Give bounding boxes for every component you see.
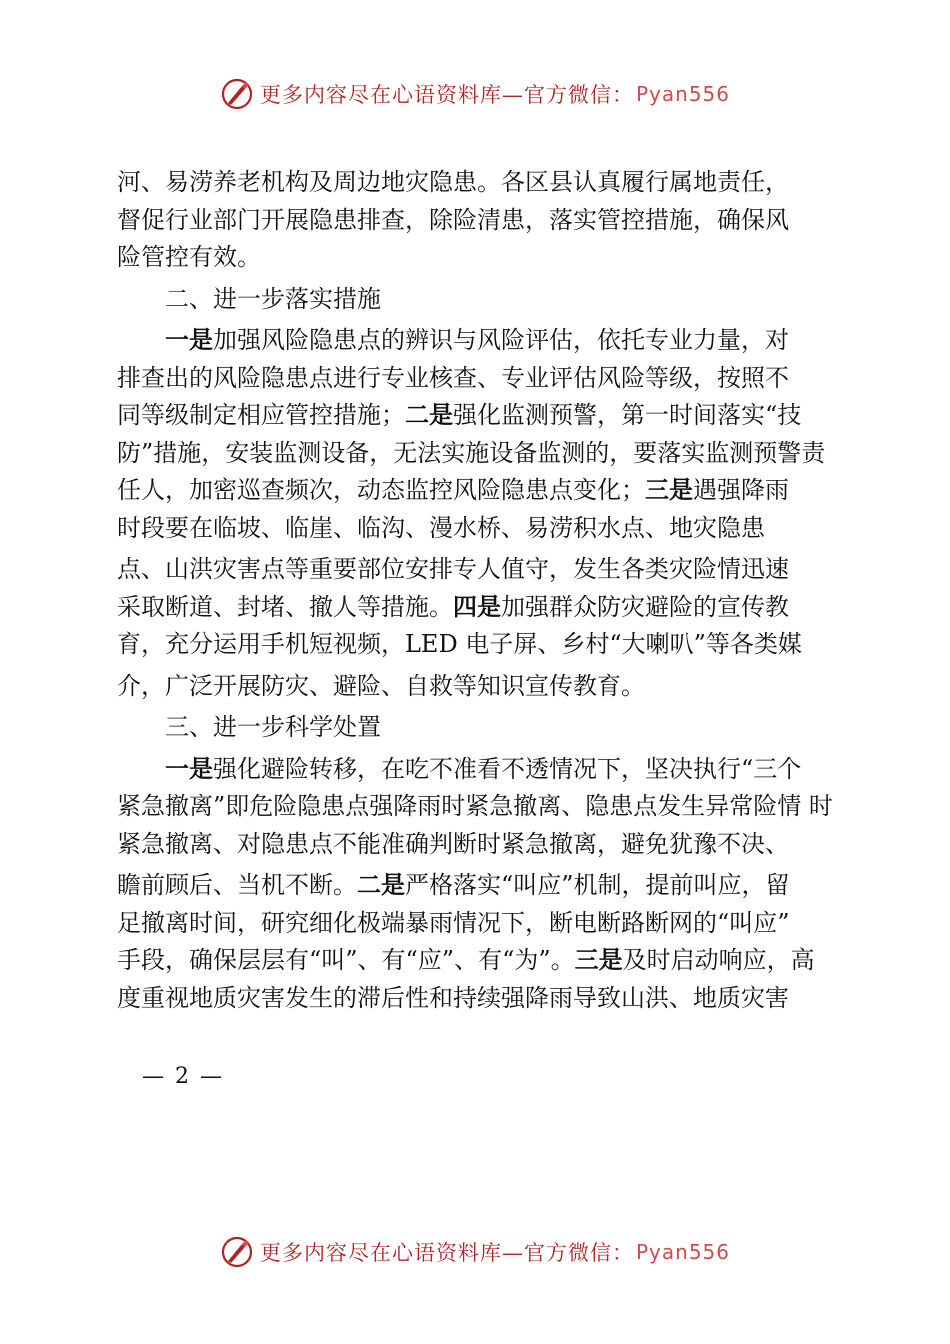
line-text: 加强群众防灾避险的宣传教 xyxy=(501,592,789,621)
section-heading xyxy=(117,709,833,747)
text-line xyxy=(117,322,833,360)
page-number: — 2 — xyxy=(142,1064,224,1089)
line-text: 河、易涝养老机构及周边地灾隐患。各区县认真履行属地责任， xyxy=(117,168,789,196)
footer-banner xyxy=(0,1232,950,1272)
line-text: 遇强降雨 xyxy=(693,476,789,504)
text-line xyxy=(117,239,833,277)
line-text: 紧急撤离”即危险隐患点强降雨时紧急撤离、隐患点发生异常险情 时 xyxy=(117,792,833,820)
line-text: 度重视地质灾害发生的滞后性和持续强降雨导致山洪、地质灾害 xyxy=(117,983,789,1012)
text-line xyxy=(117,826,833,864)
text-line xyxy=(117,360,833,398)
line-text: 介，广泛开展防灾、避险、自救等知识宣传教育。 xyxy=(117,671,645,700)
text-line xyxy=(117,668,833,706)
line-text: 强化监测预警，第一时间落实“技 xyxy=(453,401,802,429)
line-text: 严格落实“叫应”机制，提前叫应，留 xyxy=(405,871,790,899)
text-line xyxy=(117,510,833,548)
section-heading xyxy=(117,281,833,319)
text-line xyxy=(117,164,833,202)
lead-term: 三是 xyxy=(645,476,693,504)
lead-term: 二是 xyxy=(357,871,405,899)
pen-logo-icon xyxy=(220,77,254,111)
line-text: 同等级制定相应管控措施； xyxy=(117,401,405,429)
text-line xyxy=(117,202,833,240)
text-line xyxy=(117,867,833,905)
line-text: 瞻前顾后、当机不断。 xyxy=(117,871,357,899)
text-line xyxy=(117,435,833,473)
line-text: 育，充分运用手机短视频，LED 电子屏、乡村“大喇叭”等各类媒 xyxy=(117,630,802,658)
wechat-id: Pyan556 xyxy=(635,82,730,106)
text-line xyxy=(117,589,833,627)
heading-text: 二、进一步落实措施 xyxy=(165,284,381,313)
document-body xyxy=(117,164,833,1017)
text-line xyxy=(117,472,833,510)
text-line xyxy=(117,751,833,789)
line-text: 手段，确保层层有“叫”、有“应”、有“为”。 xyxy=(117,946,575,974)
text-line xyxy=(117,551,833,589)
text-line xyxy=(117,626,833,664)
line-text: 督促行业部门开展隐患排查，除险清患，落实管控措施，确保风 xyxy=(117,205,789,234)
lead-term: 二是 xyxy=(405,401,453,429)
text-line xyxy=(117,942,833,980)
line-text: 紧急撤离、对隐患点不能准确判断时紧急撤离，避免犹豫不决、 xyxy=(117,829,789,858)
line-text: 防”措施，安装监测设备，无法实施设备监测的，要落实监测预警责 xyxy=(117,438,826,467)
line-text: 险管控有效。 xyxy=(117,243,261,271)
line-text: 任人，加密巡查频次，动态监控风险隐患点变化； xyxy=(117,476,645,504)
line-text: 足撤离时间，研究细化极端暴雨情况下，断电断路断网的“叫应” xyxy=(117,908,790,937)
line-text: 时段要在临坡、临崖、临沟、漫水桥、易涝积水点、地灾隐患 xyxy=(117,513,765,542)
text-line xyxy=(117,980,833,1018)
line-text: 采取断道、封堵、撤人等措施。 xyxy=(117,592,453,621)
line-text: 及时启动响应，高 xyxy=(622,946,815,974)
header-banner xyxy=(0,74,950,114)
line-text: 强化避险转移，在吃不准看不透情况下，坚决执行“三个 xyxy=(213,754,802,783)
lead-term: 一是 xyxy=(165,326,213,354)
line-text: 加强风险隐患点的辨识与风险评估，依托专业力量，对 xyxy=(213,326,789,354)
lead-term: 三是 xyxy=(574,946,623,974)
pen-logo-icon xyxy=(220,1235,254,1269)
heading-text: 三、进一步科学处置 xyxy=(165,713,381,741)
wechat-id: Pyan556 xyxy=(635,1240,730,1264)
lead-term: 四是 xyxy=(453,592,501,621)
banner-text: 更多内容尽在心语资料库—官方微信： xyxy=(259,1241,634,1265)
lead-term: 一是 xyxy=(165,754,213,783)
line-text: 排查出的风险隐患点进行专业核查、专业评估风险等级，按照不 xyxy=(117,363,789,392)
text-line xyxy=(117,788,833,826)
banner-text: 更多内容尽在心语资料库—官方微信： xyxy=(259,83,634,107)
text-line xyxy=(117,397,833,435)
text-line xyxy=(117,905,833,943)
line-text: 点、山洪灾害点等重要部位安排专人值守，发生各类灾险情迅速 xyxy=(117,555,789,583)
